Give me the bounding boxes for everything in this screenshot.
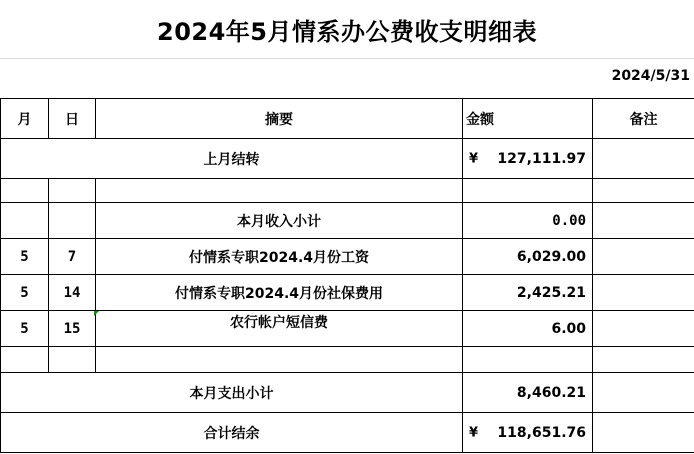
total-balance-remark[interactable] bbox=[593, 413, 694, 453]
expense-subtotal-label[interactable]: 本月支出小计 bbox=[1, 373, 463, 413]
empty-cell[interactable] bbox=[463, 179, 593, 203]
sheet-title: 2024年5月情系办公费收支明细表 bbox=[0, 0, 694, 59]
empty-cell[interactable] bbox=[463, 347, 593, 373]
tx1-day[interactable]: 7 bbox=[49, 239, 96, 275]
tx2-day[interactable]: 14 bbox=[49, 275, 96, 311]
empty-cell[interactable] bbox=[1, 203, 49, 239]
expense-subtotal-amount[interactable]: 8,460.21 bbox=[463, 373, 593, 413]
prev-balance-remark[interactable] bbox=[593, 139, 694, 179]
income-subtotal-remark[interactable] bbox=[593, 203, 694, 239]
tx1-summary[interactable]: 付情系专职2024.4月份工资 bbox=[96, 239, 463, 275]
empty-cell[interactable] bbox=[49, 179, 96, 203]
empty-cell[interactable] bbox=[49, 203, 96, 239]
header-day[interactable]: 日 bbox=[49, 99, 96, 139]
report-date: 2024/5/31 bbox=[611, 68, 690, 84]
table-row bbox=[1, 311, 694, 347]
total-balance-label[interactable]: 合计结余 bbox=[1, 413, 463, 453]
income-subtotal-label[interactable]: 本月收入小计 bbox=[96, 203, 463, 239]
income-subtotal-amount[interactable]: 0.00 bbox=[463, 203, 593, 239]
tx1-remark[interactable] bbox=[593, 239, 694, 275]
tx3-summary[interactable]: 农行帐户短信费 bbox=[96, 311, 463, 347]
ledger-table bbox=[0, 98, 694, 453]
table-row-income-subtotal bbox=[1, 203, 694, 239]
tx2-summary[interactable]: 付情系专职2024.4月份社保费用 bbox=[96, 275, 463, 311]
header-amount[interactable]: 金额 bbox=[463, 99, 593, 139]
table-row-empty-2 bbox=[1, 347, 694, 373]
empty-cell[interactable] bbox=[96, 179, 463, 203]
table-row-prev-balance bbox=[1, 139, 694, 179]
cell-note-marker-icon bbox=[94, 311, 99, 316]
header-summary[interactable]: 摘要 bbox=[96, 99, 463, 139]
tx3-amount[interactable]: 6.00 bbox=[463, 311, 593, 347]
empty-cell[interactable] bbox=[1, 347, 49, 373]
table-row-total-balance bbox=[1, 413, 694, 453]
header-remark[interactable]: 备注 bbox=[593, 99, 694, 139]
expense-subtotal-remark[interactable] bbox=[593, 373, 694, 413]
table-row bbox=[1, 275, 694, 311]
empty-cell[interactable] bbox=[49, 347, 96, 373]
tx3-day[interactable]: 15 bbox=[49, 311, 96, 347]
table-row-empty-1 bbox=[1, 179, 694, 203]
tx3-remark[interactable] bbox=[593, 311, 694, 347]
total-balance-amount: 118,651.76 bbox=[497, 424, 586, 441]
header-row bbox=[1, 99, 694, 139]
prev-balance-amount-cell[interactable] bbox=[463, 139, 593, 179]
empty-cell[interactable] bbox=[593, 179, 694, 203]
empty-cell[interactable] bbox=[593, 347, 694, 373]
tx3-month[interactable]: 5 bbox=[1, 311, 49, 347]
tx1-amount[interactable]: 6,029.00 bbox=[463, 239, 593, 275]
tx2-remark[interactable] bbox=[593, 275, 694, 311]
prev-balance-amount: 127,111.97 bbox=[497, 150, 586, 167]
tx2-amount[interactable]: 2,425.21 bbox=[463, 275, 593, 311]
empty-cell[interactable] bbox=[96, 347, 463, 373]
table-row-expense-subtotal bbox=[1, 373, 694, 413]
total-balance-amount-cell[interactable] bbox=[463, 413, 593, 453]
tx2-month[interactable]: 5 bbox=[1, 275, 49, 311]
prev-balance-label[interactable]: 上月结转 bbox=[1, 139, 463, 179]
tx1-month[interactable]: 5 bbox=[1, 239, 49, 275]
header-month[interactable]: 月 bbox=[1, 99, 49, 139]
currency-symbol: ¥ bbox=[469, 151, 479, 166]
currency-symbol: ¥ bbox=[469, 425, 479, 440]
table-row bbox=[1, 239, 694, 275]
empty-cell[interactable] bbox=[1, 179, 49, 203]
